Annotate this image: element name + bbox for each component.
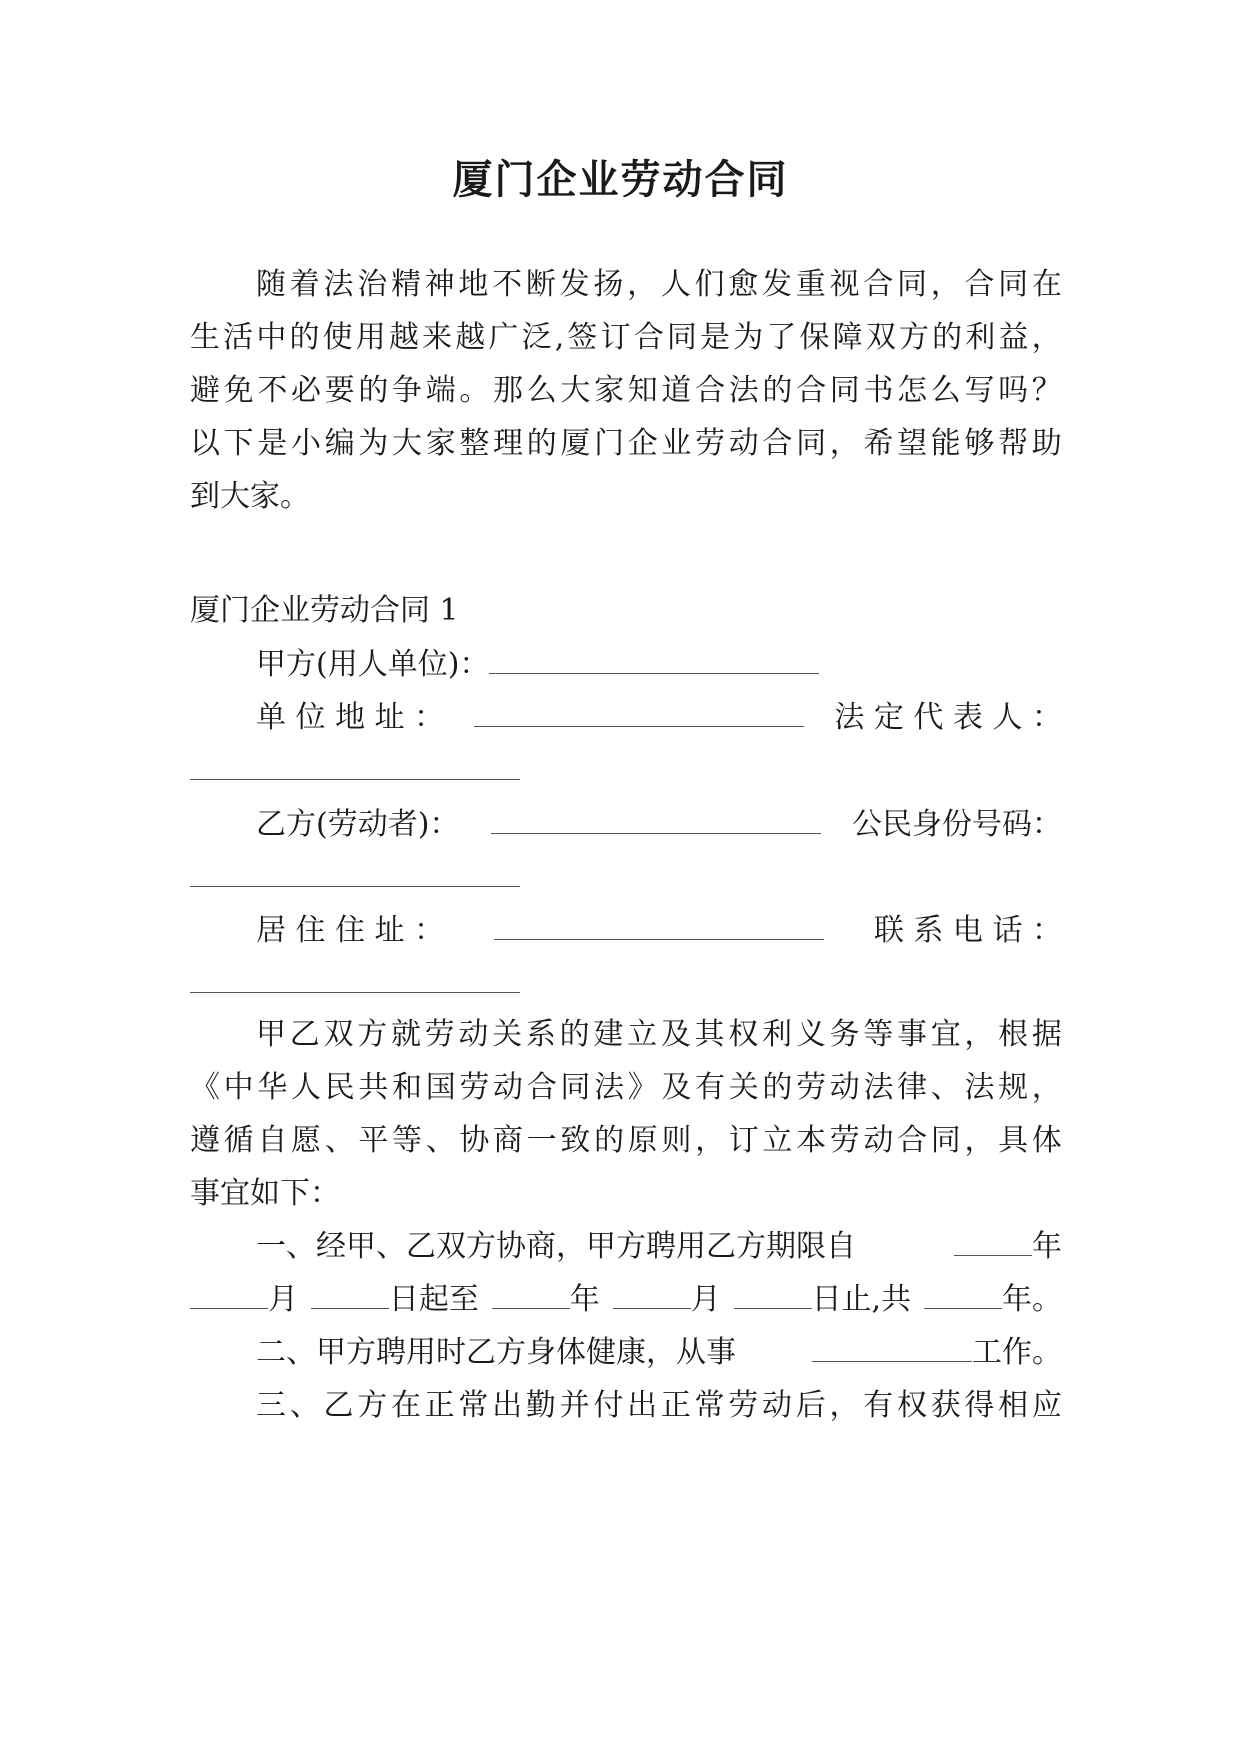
clause-2-row (256, 1333, 1062, 1373)
id-number-label: 公民身份号码： (851, 807, 1062, 842)
party-b-row (256, 805, 1062, 845)
phone-field[interactable] (190, 964, 520, 993)
residence-field[interactable] (494, 911, 824, 940)
party-b-field[interactable] (491, 805, 821, 834)
clause-1-row-2 (190, 1280, 1062, 1320)
preamble-line-3: 遵 循 自 愿 、 平 等 、 协 商 一 致 的 原 则 ， 订 立 本 劳 动 合 同 ， 具 体 (190, 1123, 1062, 1158)
end-month-unit: 月 (690, 1282, 721, 1317)
intro-line-2: 生 活 中 的 使 用 越 来 越 广 泛 , 签 订 合 同 是 为 了 保 障 双 方 的 利 益 ， (190, 320, 1062, 355)
start-day-field[interactable] (311, 1280, 389, 1309)
party-b-label: 乙方(劳动者)： (256, 807, 460, 842)
preamble-line-2: 《 中 华 人 民 共 和 国 劳 动 合 同 法 》 及 有 关 的 劳 动 法 律 、 法 规 ， (190, 1070, 1062, 1105)
intro-line-3: 避 免 不 必 要 的 争 端 。 那 么 大 家 知 道 合 法 的 合 同 书 怎 么 写 吗 ？ (190, 373, 1062, 408)
residence-row (256, 911, 1062, 951)
intro-line-1: 随 着 法 治 精 神 地 不 断 发 扬 ， 人 们 愈 发 重 视 合 同 ， 合 同 在 (256, 267, 1062, 302)
clause-1-row-1 (256, 1227, 1062, 1267)
party-a-field[interactable] (489, 645, 819, 674)
end-year-field[interactable] (492, 1280, 570, 1309)
legal-rep-field[interactable] (190, 751, 520, 780)
intro-line-4: 以 下 是 小 编 为 大 家 整 理 的 厦 门 企 业 劳 动 合 同 ， 希 望 能 够 帮 助 (190, 426, 1062, 461)
phone-row (190, 964, 1062, 1004)
start-month-field[interactable] (190, 1280, 268, 1309)
start-month-unit: 月 (268, 1282, 298, 1317)
clause-2-text: 二、甲方聘用时乙方身体健康，从事 (256, 1335, 736, 1370)
residence-label: 居 住 住 址 ： (256, 913, 445, 948)
clause-1-text: 一、经甲、乙双方协商，甲方聘用乙方期限自 (256, 1229, 856, 1264)
clause-2-suffix: 工作。 (972, 1335, 1062, 1370)
preamble-line-4: 事宜如下： (190, 1176, 340, 1211)
job-field[interactable] (812, 1333, 972, 1362)
unit-address-label: 单 位 地 址 ： (256, 700, 445, 735)
start-year-unit: 年 (1032, 1229, 1062, 1264)
end-month-field[interactable] (613, 1280, 691, 1309)
id-number-field[interactable] (190, 858, 520, 887)
clause-3-row: 三 、 乙 方 在 正 常 出 勤 并 付 出 正 常 劳 动 后 ， 有 权 获 得 相 应 (256, 1388, 1062, 1423)
intro-line-5: 到大家。 (190, 479, 310, 514)
document-title: 厦门企业劳动合同 (452, 156, 789, 203)
total-years-field[interactable] (924, 1280, 1002, 1309)
end-day-unit: 日止,共 (811, 1282, 912, 1317)
preamble-line-1: 甲 乙 双 方 就 劳 动 关 系 的 建 立 及 其 权 利 义 务 等 事 宜 ， 根 据 (256, 1017, 1062, 1052)
unit-address-field[interactable] (474, 698, 804, 727)
total-years-unit: 年。 (1002, 1282, 1062, 1317)
section-heading: 厦门企业劳动合同 1 (190, 593, 459, 628)
phone-label: 联 系 电 话 ： (873, 913, 1062, 948)
unit-address-row (256, 698, 1062, 738)
party-a-row (256, 645, 1062, 685)
legal-rep-label: 法 定 代 表 人 ： (834, 700, 1062, 735)
party-a-label: 甲方(用人单位)： (256, 647, 490, 682)
end-day-field[interactable] (734, 1280, 812, 1309)
end-year-unit: 年 (569, 1282, 600, 1317)
legal-rep-row (190, 751, 1062, 791)
start-year-field[interactable] (954, 1227, 1032, 1256)
id-number-row (190, 858, 1062, 898)
start-day-unit: 日起至 (388, 1282, 479, 1317)
